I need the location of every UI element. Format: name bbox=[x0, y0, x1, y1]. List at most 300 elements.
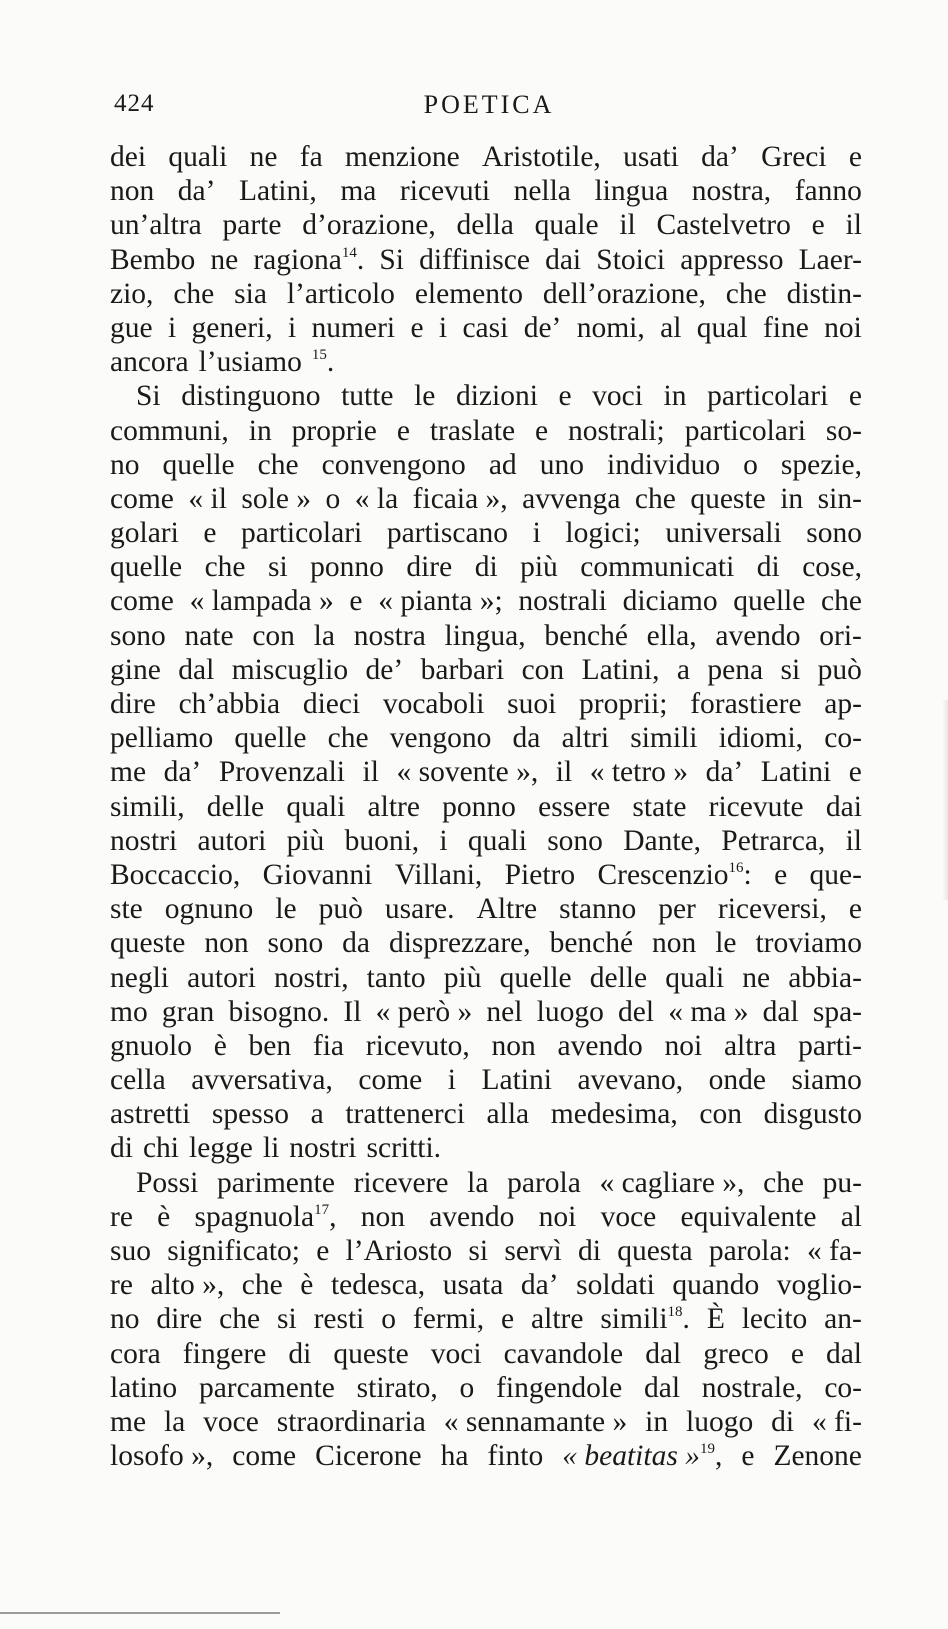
word: si bbox=[468, 1235, 489, 1267]
text-line bbox=[110, 140, 862, 174]
word: non bbox=[204, 927, 249, 960]
word: più bbox=[286, 824, 325, 857]
word: astretti bbox=[110, 1098, 191, 1131]
word: e bbox=[848, 893, 862, 926]
word: riceversi, bbox=[717, 893, 827, 926]
word: e bbox=[558, 380, 572, 413]
word: parimente bbox=[216, 1166, 335, 1199]
word: ad bbox=[488, 448, 517, 481]
word: in bbox=[645, 1405, 669, 1438]
word: Provenzali bbox=[218, 756, 345, 789]
word: gnuolo bbox=[110, 1029, 192, 1062]
word: ori- bbox=[819, 619, 862, 652]
word: quelle bbox=[234, 722, 307, 755]
word: a bbox=[310, 1098, 324, 1131]
word: fa bbox=[299, 141, 323, 173]
word: o bbox=[743, 448, 758, 481]
word: cavandole bbox=[503, 1337, 624, 1370]
word: nel bbox=[486, 995, 523, 1028]
word: negli bbox=[110, 961, 169, 994]
word: e bbox=[396, 414, 410, 447]
word: Altre bbox=[476, 893, 538, 926]
word: fia bbox=[312, 1029, 345, 1062]
word: in bbox=[248, 414, 272, 447]
word: può bbox=[817, 653, 862, 686]
word: i bbox=[167, 311, 177, 344]
word: onde bbox=[708, 1064, 766, 1097]
text-line bbox=[110, 174, 862, 208]
word: cose, bbox=[802, 551, 862, 584]
word: fingere bbox=[182, 1337, 267, 1370]
text-line bbox=[110, 208, 862, 242]
word: stanno bbox=[559, 893, 637, 926]
word: e bbox=[741, 1440, 755, 1473]
footnote-ref: 16 bbox=[728, 859, 744, 876]
page-header bbox=[114, 90, 864, 130]
word: tanto bbox=[366, 961, 426, 994]
word: lingua bbox=[594, 175, 669, 208]
word: sono bbox=[806, 517, 862, 550]
word: que- bbox=[809, 858, 862, 891]
word: l’Ariosto bbox=[345, 1235, 453, 1267]
word: queste bbox=[690, 482, 766, 515]
word: che bbox=[725, 277, 767, 310]
word: che bbox=[241, 1269, 283, 1302]
word: può bbox=[318, 893, 363, 926]
word: i bbox=[439, 824, 448, 857]
word: che bbox=[204, 551, 246, 584]
word: del bbox=[617, 995, 655, 1028]
text-line bbox=[110, 619, 862, 653]
word: co- bbox=[824, 722, 862, 755]
word: significato; bbox=[167, 1235, 300, 1267]
word: il bbox=[555, 756, 573, 789]
text-line bbox=[110, 584, 862, 618]
word: proprie bbox=[291, 414, 377, 447]
word: dal bbox=[643, 1371, 681, 1404]
word: quali bbox=[467, 824, 527, 857]
word: ben bbox=[248, 1029, 292, 1062]
word: e bbox=[349, 585, 363, 618]
word: Aristotile, bbox=[481, 141, 601, 173]
word: Boccaccio, bbox=[110, 858, 241, 891]
text-line bbox=[110, 1268, 862, 1302]
word: voce bbox=[203, 1405, 259, 1438]
word: quando bbox=[672, 1269, 760, 1302]
word: Dante, bbox=[623, 824, 702, 857]
word: finto bbox=[487, 1440, 544, 1473]
word: « lampada » bbox=[189, 585, 334, 618]
word: un’altra bbox=[110, 209, 202, 242]
word bbox=[597, 858, 751, 892]
text-line bbox=[110, 1097, 862, 1131]
word: « però » bbox=[375, 995, 473, 1028]
word: e bbox=[848, 756, 862, 789]
word: equivalente bbox=[680, 1200, 817, 1233]
word: alto », bbox=[150, 1269, 225, 1302]
word: da bbox=[342, 927, 371, 960]
word: Il bbox=[343, 995, 362, 1028]
word: appresso bbox=[680, 243, 784, 276]
word: che bbox=[327, 722, 369, 755]
word: Giovanni bbox=[262, 858, 373, 891]
word: che bbox=[173, 277, 215, 310]
word: re bbox=[110, 1200, 133, 1233]
word: trattenerci bbox=[345, 1098, 465, 1131]
word: re bbox=[110, 1269, 133, 1302]
word: dieci bbox=[302, 688, 361, 720]
word: ella, bbox=[646, 619, 697, 652]
word: in bbox=[663, 380, 687, 413]
word: che bbox=[821, 585, 862, 618]
word: al bbox=[660, 311, 682, 344]
word: dai bbox=[825, 790, 862, 823]
word: simili, bbox=[110, 790, 185, 823]
word: le bbox=[715, 927, 737, 960]
word: Villani, bbox=[394, 858, 483, 891]
word: della bbox=[456, 209, 514, 242]
word: ricevuti bbox=[399, 175, 491, 208]
word: quali bbox=[168, 141, 228, 173]
text-line bbox=[110, 1200, 862, 1234]
text-line bbox=[110, 243, 862, 277]
word: delle bbox=[589, 961, 648, 994]
word: « fa- bbox=[807, 1235, 862, 1267]
word: il bbox=[845, 209, 862, 242]
word: la bbox=[467, 1166, 489, 1199]
word: e bbox=[774, 858, 788, 891]
word: nostrali bbox=[518, 585, 607, 618]
word: generi, bbox=[191, 311, 273, 344]
word: non bbox=[360, 1200, 405, 1233]
word: mo bbox=[110, 995, 148, 1028]
word: diciamo bbox=[622, 585, 718, 618]
word: pu- bbox=[822, 1166, 862, 1199]
word: co- bbox=[824, 1371, 862, 1404]
word: tedesca, bbox=[330, 1269, 426, 1302]
text-line bbox=[110, 824, 862, 858]
word: uno bbox=[539, 448, 584, 481]
word: scritti. bbox=[366, 1132, 442, 1165]
word: nostri, bbox=[274, 961, 349, 994]
word: si bbox=[267, 551, 288, 584]
word: parola: bbox=[708, 1235, 791, 1267]
word-part: , bbox=[714, 1440, 723, 1473]
word: barbari bbox=[420, 653, 505, 686]
text-line bbox=[110, 892, 862, 926]
word: an- bbox=[824, 1303, 862, 1336]
text-line bbox=[110, 345, 862, 379]
word: ne bbox=[249, 141, 278, 173]
word: dal bbox=[762, 995, 799, 1028]
word: ponno bbox=[442, 790, 516, 823]
word: sole » bbox=[241, 482, 312, 515]
word: voce bbox=[600, 1200, 657, 1233]
word: e bbox=[410, 311, 424, 344]
text-line bbox=[110, 1234, 862, 1268]
page-edge-shadow bbox=[942, 700, 948, 900]
word: individuo bbox=[607, 448, 721, 481]
word: da bbox=[512, 722, 541, 755]
word: la bbox=[313, 619, 335, 652]
word: dal bbox=[178, 653, 215, 686]
word: benché bbox=[549, 927, 634, 960]
word: e bbox=[790, 1337, 804, 1370]
text-line bbox=[110, 1439, 862, 1473]
word: Si bbox=[136, 380, 161, 413]
word: ch’abbia bbox=[178, 688, 281, 720]
word: usati bbox=[623, 141, 679, 173]
word: da’ bbox=[163, 756, 202, 789]
word: di bbox=[110, 1132, 133, 1165]
word: da’ bbox=[520, 1269, 559, 1302]
word: de’ bbox=[523, 311, 562, 344]
word: chi bbox=[142, 1132, 179, 1165]
word: idiomi, bbox=[718, 722, 804, 755]
word: quelle bbox=[162, 448, 235, 481]
word: si bbox=[780, 653, 801, 686]
word: ricevuto, bbox=[365, 1029, 470, 1062]
word: avvenga bbox=[522, 482, 621, 515]
text-line bbox=[110, 926, 862, 960]
footnote-ref: 17 bbox=[314, 1201, 330, 1218]
word: particolari bbox=[684, 414, 806, 447]
word: ne bbox=[210, 243, 239, 276]
word: avendo bbox=[715, 619, 801, 652]
word: d’orazione, bbox=[302, 209, 436, 242]
word: quelle bbox=[499, 961, 572, 994]
word: disgusto bbox=[763, 1098, 862, 1131]
word: quale bbox=[534, 209, 599, 242]
word: fingendole bbox=[496, 1371, 623, 1404]
word: dire bbox=[110, 688, 156, 720]
word: usare. bbox=[384, 893, 455, 926]
word: dal bbox=[645, 1337, 682, 1370]
word: sono bbox=[110, 619, 166, 652]
word: distin- bbox=[786, 277, 862, 310]
word: ma bbox=[340, 175, 377, 208]
word: sono bbox=[547, 824, 603, 857]
word: so- bbox=[825, 414, 862, 447]
word: nostrali; bbox=[568, 414, 665, 447]
word: dizioni bbox=[455, 380, 538, 413]
word: noi bbox=[538, 1200, 577, 1233]
word: al bbox=[840, 1200, 862, 1233]
word: a bbox=[676, 653, 690, 686]
word: cella bbox=[110, 1064, 166, 1097]
text-line bbox=[110, 858, 862, 892]
text-line bbox=[110, 653, 862, 687]
word: « tetro » bbox=[589, 756, 689, 789]
word: i bbox=[532, 517, 541, 550]
text-line bbox=[110, 516, 862, 550]
word: nostri bbox=[289, 1132, 357, 1165]
word: il bbox=[362, 756, 379, 789]
word: distinguono bbox=[181, 380, 321, 413]
word: È bbox=[706, 1303, 725, 1336]
word: Si bbox=[379, 243, 404, 276]
word bbox=[600, 1302, 690, 1336]
word-part: . bbox=[356, 243, 365, 276]
word: miscuglio bbox=[231, 653, 349, 686]
footnote-ref: 19 bbox=[699, 1441, 715, 1458]
text-line bbox=[110, 414, 862, 448]
word: traslate bbox=[429, 414, 516, 447]
word: come bbox=[110, 482, 174, 515]
word: nostra, bbox=[691, 175, 772, 208]
word: avendo bbox=[429, 1200, 515, 1233]
word: gue bbox=[110, 311, 153, 344]
word: il bbox=[845, 824, 862, 857]
word: communicati bbox=[580, 551, 735, 584]
word: e bbox=[316, 1235, 330, 1267]
word: vocaboli bbox=[382, 688, 485, 720]
word: pena bbox=[707, 653, 764, 686]
word-part: spagnuola bbox=[194, 1200, 315, 1233]
word: noi bbox=[824, 311, 862, 344]
word: particolari bbox=[707, 380, 829, 413]
word: nomi, bbox=[576, 311, 645, 344]
text-line bbox=[110, 1063, 862, 1097]
word: i bbox=[447, 1064, 456, 1097]
word: da’ bbox=[701, 141, 739, 173]
bottom-rule bbox=[0, 1612, 280, 1614]
word: ricevute bbox=[708, 790, 804, 823]
word: dai bbox=[545, 243, 582, 276]
word: da’ bbox=[177, 175, 216, 208]
word: resti bbox=[313, 1303, 365, 1336]
word: convengono bbox=[321, 448, 466, 481]
word: troviamo bbox=[755, 927, 862, 960]
word bbox=[199, 345, 345, 379]
word: nostra bbox=[353, 619, 426, 652]
word: parti- bbox=[798, 1029, 862, 1062]
word: il bbox=[619, 209, 636, 242]
word: e bbox=[203, 517, 217, 550]
page-number: 424 bbox=[114, 90, 155, 117]
text-line bbox=[110, 790, 862, 824]
word: Latini, bbox=[238, 175, 317, 208]
word: da’ bbox=[705, 756, 744, 789]
word: fanno bbox=[794, 175, 862, 208]
word: ap- bbox=[824, 688, 862, 720]
word-part: : bbox=[743, 858, 752, 891]
text-line bbox=[110, 961, 862, 995]
word: « la bbox=[354, 482, 399, 515]
word: tutte bbox=[341, 380, 394, 413]
word: gran bbox=[161, 995, 215, 1028]
word-part: l’usiamo bbox=[198, 346, 302, 379]
word: spezie, bbox=[780, 448, 862, 481]
word: qual bbox=[696, 311, 748, 344]
text-line bbox=[110, 1302, 862, 1336]
text-line bbox=[110, 1166, 862, 1200]
word: voci bbox=[430, 1337, 482, 1370]
word: ancora bbox=[110, 346, 189, 379]
word: e bbox=[848, 380, 862, 413]
word: delle bbox=[206, 790, 265, 823]
body-text bbox=[110, 140, 862, 1473]
footnote-ref: 18 bbox=[667, 1304, 683, 1321]
word: come bbox=[232, 1440, 297, 1473]
word: che bbox=[219, 1303, 261, 1336]
word: altre bbox=[367, 790, 420, 823]
word: diffinisce bbox=[419, 243, 530, 276]
word-part: . bbox=[326, 346, 335, 379]
word-part: Crescenzio bbox=[597, 858, 729, 891]
text-line bbox=[110, 1131, 862, 1165]
word: « pianta »; bbox=[378, 585, 503, 618]
text-line bbox=[110, 311, 862, 345]
word: Stoici bbox=[596, 243, 666, 276]
word: Latini bbox=[481, 1064, 552, 1097]
word: ste bbox=[110, 893, 143, 926]
word: che bbox=[257, 448, 299, 481]
word: l’articolo bbox=[286, 277, 395, 310]
word: di bbox=[288, 1337, 312, 1370]
word: nostri bbox=[110, 824, 178, 857]
word: voci bbox=[592, 380, 643, 413]
footnote-ref: 15 bbox=[311, 347, 327, 364]
word: legge bbox=[189, 1132, 253, 1165]
word: dal bbox=[825, 1337, 862, 1370]
word: questa bbox=[617, 1235, 693, 1267]
word-part: ragiona bbox=[253, 243, 342, 276]
word: quelle bbox=[733, 585, 806, 618]
word: ha bbox=[440, 1440, 469, 1473]
word: communi, bbox=[110, 414, 229, 447]
word: dire bbox=[156, 1303, 203, 1336]
word: elemento bbox=[414, 277, 523, 310]
word: de’ bbox=[365, 653, 404, 686]
word: sono bbox=[267, 927, 324, 960]
word: i bbox=[287, 311, 297, 344]
word: usata bbox=[442, 1269, 504, 1302]
word: « sovente », bbox=[396, 756, 539, 789]
word: avendo bbox=[557, 1029, 643, 1062]
text-line bbox=[110, 721, 862, 755]
word: Laer- bbox=[798, 243, 862, 276]
word: lecito bbox=[741, 1303, 808, 1336]
word: con bbox=[699, 1098, 742, 1131]
text-line bbox=[110, 755, 862, 789]
word: stirato, bbox=[356, 1371, 438, 1404]
word: che bbox=[763, 1166, 805, 1199]
word: abbia- bbox=[788, 961, 862, 994]
word: Latini, bbox=[581, 653, 660, 686]
word: sin- bbox=[817, 482, 862, 515]
word: « fi- bbox=[811, 1405, 862, 1438]
text-line bbox=[110, 1405, 862, 1439]
word: straordinaria bbox=[276, 1405, 426, 1438]
word: quali bbox=[286, 790, 346, 823]
word-part: , bbox=[329, 1200, 337, 1233]
word: casi bbox=[462, 311, 509, 344]
word: simili bbox=[630, 722, 698, 755]
word: servì bbox=[504, 1235, 562, 1267]
word: greco bbox=[703, 1337, 769, 1370]
word-part: simili bbox=[600, 1303, 668, 1336]
word: dei bbox=[110, 141, 147, 173]
word-part: . bbox=[682, 1303, 690, 1336]
word: proprii; bbox=[579, 688, 668, 720]
word: state bbox=[632, 790, 687, 823]
word: queste bbox=[333, 1337, 409, 1370]
word: dell’orazione, bbox=[542, 277, 706, 310]
word: fine bbox=[762, 311, 809, 344]
word: o bbox=[381, 1303, 396, 1336]
footnote-ref: 14 bbox=[341, 244, 357, 261]
